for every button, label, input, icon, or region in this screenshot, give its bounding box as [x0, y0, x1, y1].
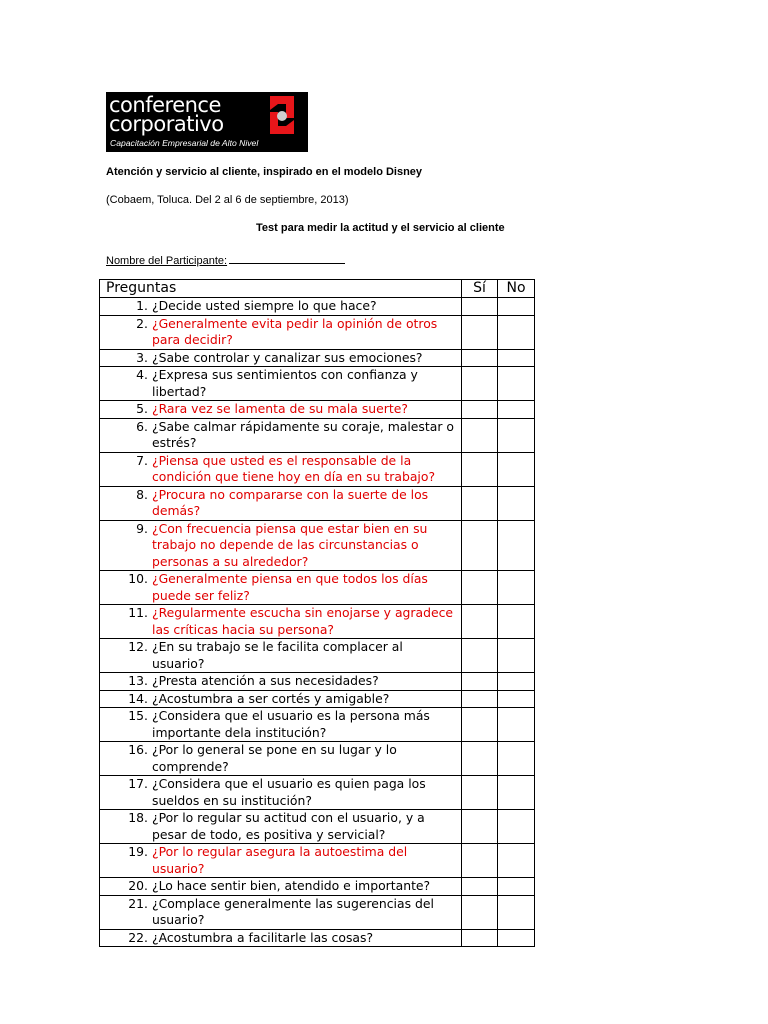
question-number: 14.: [128, 690, 148, 706]
answer-no-cell[interactable]: [498, 298, 535, 316]
logo-tagline: Capacitación Empresarial de Alto Nivel: [110, 138, 259, 148]
question-text: ¿Por lo general se pone en su lugar y lo comprende?: [152, 742, 397, 774]
test-title: Test para medir la actitud y el servicio al cliente: [256, 222, 505, 234]
logo-emblem-icon: [268, 96, 296, 134]
question-cell: [100, 520, 462, 571]
question-cell: [100, 418, 462, 452]
answer-yes-cell[interactable]: [462, 571, 498, 605]
answer-no-cell[interactable]: [498, 878, 535, 896]
question-text: ¿Complace generalmente las sugerencias del usuario?: [152, 895, 434, 927]
table-row: [100, 571, 535, 605]
question-cell: [100, 486, 462, 520]
question-text: ¿Procura no compararse con la suerte de los demás?: [152, 486, 429, 518]
table-row: [100, 844, 535, 878]
question-number: 5.: [136, 401, 148, 416]
answer-no-cell[interactable]: [498, 742, 535, 776]
question-number: 1.: [136, 298, 148, 313]
table-row: [100, 418, 535, 452]
question-number: 6.: [136, 418, 148, 434]
questions-table: [99, 279, 535, 947]
table-header-row: [100, 280, 535, 298]
question-text: ¿Piensa que usted es el responsable de la condición que tiene hoy en día en su trabajo?: [152, 452, 436, 484]
table-row: [100, 878, 535, 896]
answer-no-cell[interactable]: [498, 708, 535, 742]
answer-no-cell[interactable]: [498, 367, 535, 401]
table-row: [100, 810, 535, 844]
answer-no-cell[interactable]: [498, 401, 535, 419]
answer-no-cell[interactable]: [498, 690, 535, 708]
document-title: Atención y servicio al cliente, inspirado en el modelo Disney: [106, 166, 423, 178]
answer-yes-cell[interactable]: [462, 452, 498, 486]
table-row: [100, 486, 535, 520]
answer-yes-cell[interactable]: [462, 486, 498, 520]
question-number: 13.: [128, 673, 148, 688]
header-no: No: [498, 280, 535, 298]
table-row: [100, 401, 535, 419]
question-cell: [100, 810, 462, 844]
question-cell: [100, 298, 462, 316]
question-cell: [100, 844, 462, 878]
question-number: 7.: [136, 452, 148, 468]
question-text: ¿Con frecuencia piensa que estar bien en su trabajo no depende de las circunstancias o personas a su alrededor?: [152, 520, 428, 569]
answer-yes-cell[interactable]: [462, 844, 498, 878]
answer-no-cell[interactable]: [498, 486, 535, 520]
question-text: ¿Regularmente escucha sin enojarse y agradece las críticas hacia su persona?: [152, 605, 454, 637]
document-subtitle: (Cobaem, Toluca. Del 2 al 6 de septiembre, 2013): [106, 194, 349, 206]
question-number: 21.: [128, 895, 148, 911]
answer-yes-cell[interactable]: [462, 349, 498, 367]
table-row: [100, 349, 535, 367]
question-cell: [100, 878, 462, 896]
question-text: ¿Acostumbra a ser cortés y amigable?: [152, 690, 390, 706]
table-row: [100, 520, 535, 571]
table-row: [100, 315, 535, 349]
question-text: ¿Decide usted siempre lo que hace?: [152, 298, 377, 313]
question-text: ¿Generalmente evita pedir la opinión de otros para decidir?: [152, 315, 438, 347]
answer-no-cell[interactable]: [498, 315, 535, 349]
question-number: 20.: [128, 878, 148, 893]
participant-name-line[interactable]: [229, 252, 345, 264]
registered-mark: ®: [297, 93, 304, 103]
question-cell: [100, 776, 462, 810]
table-row: [100, 742, 535, 776]
question-cell: [100, 367, 462, 401]
answer-yes-cell[interactable]: [462, 673, 498, 691]
table-row: [100, 673, 535, 691]
answer-no-cell[interactable]: [498, 810, 535, 844]
table-row: [100, 298, 535, 316]
table-row: [100, 605, 535, 639]
question-text: ¿En su trabajo se le facilita complacer al usuario?: [152, 639, 403, 671]
question-number: 11.: [128, 605, 148, 620]
question-number: 22.: [128, 929, 148, 945]
question-number: 19.: [128, 844, 148, 859]
question-number: 4.: [136, 367, 148, 382]
answer-yes-cell[interactable]: [462, 690, 498, 708]
question-number: 3.: [136, 349, 148, 365]
answer-no-cell[interactable]: [498, 639, 535, 673]
table-row: [100, 929, 535, 947]
answer-yes-cell[interactable]: [462, 776, 498, 810]
answer-yes-cell[interactable]: [462, 742, 498, 776]
question-number: 2.: [136, 315, 148, 331]
question-cell: [100, 690, 462, 708]
question-number: 16.: [128, 742, 148, 757]
answer-no-cell[interactable]: [498, 520, 535, 571]
question-number: 9.: [136, 520, 148, 536]
question-number: 12.: [128, 639, 148, 654]
question-text: ¿Presta atención a sus necesidades?: [152, 673, 379, 688]
answer-no-cell[interactable]: [498, 605, 535, 639]
question-cell: [100, 639, 462, 673]
table-row: [100, 639, 535, 673]
answer-yes-cell[interactable]: [462, 298, 498, 316]
logo-text-line2: corporativo: [109, 112, 224, 136]
question-text: ¿Lo hace sentir bien, atendido e importante?: [152, 878, 431, 893]
participant-name-label: Nombre del Participante:: [106, 255, 228, 267]
question-text: ¿Sabe controlar y canalizar sus emociones?: [152, 349, 423, 365]
question-cell: [100, 349, 462, 367]
answer-yes-cell[interactable]: [462, 929, 498, 947]
question-cell: [100, 708, 462, 742]
question-cell: [100, 742, 462, 776]
answer-no-cell[interactable]: [498, 452, 535, 486]
question-text: ¿Por lo regular su actitud con el usuario, y a pesar de todo, es positiva y servicial?: [152, 810, 425, 842]
table-row: [100, 895, 535, 929]
question-cell: [100, 895, 462, 929]
answer-yes-cell[interactable]: [462, 639, 498, 673]
answer-yes-cell[interactable]: [462, 708, 498, 742]
answer-yes-cell[interactable]: [462, 315, 498, 349]
answer-yes-cell[interactable]: [462, 878, 498, 896]
question-text: ¿Acostumbra a facilitarle las cosas?: [152, 929, 374, 945]
answer-no-cell[interactable]: [498, 844, 535, 878]
question-number: 10.: [128, 571, 148, 586]
answer-yes-cell[interactable]: [462, 401, 498, 419]
participant-name-field: [106, 252, 345, 267]
logo-text-line1: conference: [109, 93, 221, 117]
question-text: ¿Considera que el usuario es quien paga los sueldos en su institución?: [152, 776, 426, 808]
answer-yes-cell[interactable]: [462, 895, 498, 929]
question-text: ¿Expresa sus sentimientos con confianza y libertad?: [152, 367, 418, 399]
answer-yes-cell[interactable]: [462, 520, 498, 571]
question-cell: [100, 315, 462, 349]
table-row: [100, 708, 535, 742]
question-cell: [100, 401, 462, 419]
question-text: ¿Considera que el usuario es la persona más importante dela institución?: [152, 708, 430, 740]
table-row: [100, 452, 535, 486]
answer-no-cell[interactable]: [498, 776, 535, 810]
answer-no-cell[interactable]: [498, 929, 535, 947]
answer-yes-cell[interactable]: [462, 605, 498, 639]
table-row: [100, 367, 535, 401]
answer-yes-cell[interactable]: [462, 810, 498, 844]
question-number: 18.: [128, 810, 148, 825]
question-cell: [100, 452, 462, 486]
question-cell: [100, 571, 462, 605]
question-text: ¿Rara vez se lamenta de su mala suerte?: [152, 401, 408, 416]
question-number: 8.: [136, 486, 148, 502]
answer-yes-cell[interactable]: [462, 367, 498, 401]
answer-yes-cell[interactable]: [462, 418, 498, 452]
question-number: 15.: [128, 708, 148, 723]
answer-no-cell[interactable]: [498, 349, 535, 367]
question-cell: [100, 929, 462, 947]
table-row: [100, 690, 535, 708]
question-text: ¿Sabe calmar rápidamente su coraje, malestar o estrés?: [152, 418, 454, 450]
question-cell: [100, 673, 462, 691]
question-cell: [100, 605, 462, 639]
answer-no-cell[interactable]: [498, 571, 535, 605]
header-questions: Preguntas: [100, 280, 462, 298]
header-yes: Sí: [462, 280, 498, 298]
answer-no-cell[interactable]: [498, 418, 535, 452]
question-text: ¿Generalmente piensa en que todos los días puede ser feliz?: [152, 571, 428, 603]
table-row: [100, 776, 535, 810]
question-number: 17.: [128, 776, 148, 791]
question-text: ¿Por lo regular asegura la autoestima del usuario?: [152, 844, 408, 876]
answer-no-cell[interactable]: [498, 673, 535, 691]
answer-no-cell[interactable]: [498, 895, 535, 929]
